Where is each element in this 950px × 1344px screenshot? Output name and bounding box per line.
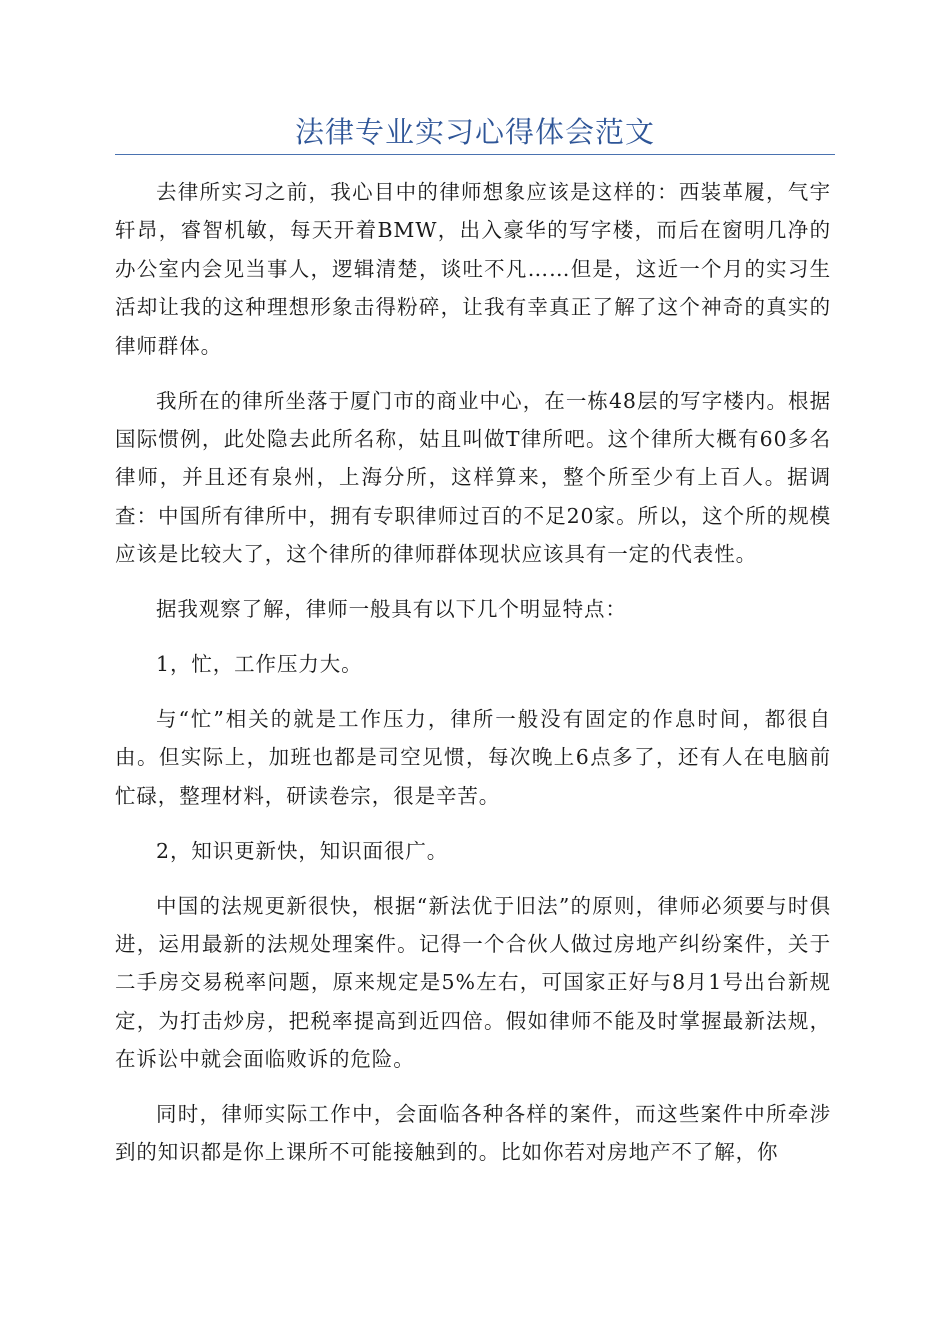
point-heading-2: 2，知识更新快，知识面很广。 [156, 838, 449, 863]
paragraph-broad-knowledge: 同时，律师实际工作中，会面临各种各样的案件，而这些案件中所牵涉到的知识都是你上课所不可能接触到的。比如你若对房地产不了解，你 [115, 1102, 831, 1165]
paragraph-firm-description: 我所在的律所坐落于厦门市的商业中心，在一栋48层的写字楼内。根据国际惯例，此处隐去此所名称，姑且叫做T律所吧。这个律所大概有60多名律师，并且还有泉州，上海分所，这样算来，整个所至少有上百人。据调查：中国所有律所中，拥有专职律师过百的不足20家。所以，这个所的规模应该是比较大了，这个律所的律师群体现状应该具有一定的代表性。 [115, 388, 831, 567]
paragraph-busy: 与“忙”相关的就是工作压力，律所一般没有固定的作息时间，都很自由。但实际上，加班也都是司空见惯，每次晚上6点多了，还有人在电脑前忙碌，整理材料，研读卷宗，很是辛苦。 [115, 706, 831, 808]
point-heading-1: 1，忙，工作压力大。 [156, 651, 363, 676]
title-underline [115, 154, 835, 155]
document-body [115, 173, 831, 1188]
paragraph-intro: 去律所实习之前，我心目中的律师想象应该是这样的：西装革履，气宇轩昂，睿智机敏，每天开着BMW，出入豪华的写字楼，而后在窗明几净的办公室内会见当事人，逻辑清楚，谈吐不凡……但是，这近一个月的实习生活却让我的这种理想形象击得粉碎，让我有幸真正了解了这个神奇的真实的律师群体。 [115, 180, 831, 358]
paragraph-law-updates: 中国的法规更新很快，根据“新法优于旧法”的原则，律师必须要与时俱进，运用最新的法规处理案件。记得一个合伙人做过房地产纠纷案件，关于二手房交易税率问题，原来规定是5%左右，可国家正好与8月1号出台新规定，为打击炒房，把税率提高到近四倍。假如律师不能及时掌握最新法规，在诉讼中就会面临败诉的危险。 [115, 893, 831, 1072]
document-title: 法律专业实习心得体会范文 [294, 115, 655, 149]
paragraph-observation-lead: 据我观察了解，律师一般具有以下几个明显特点： [156, 597, 627, 622]
